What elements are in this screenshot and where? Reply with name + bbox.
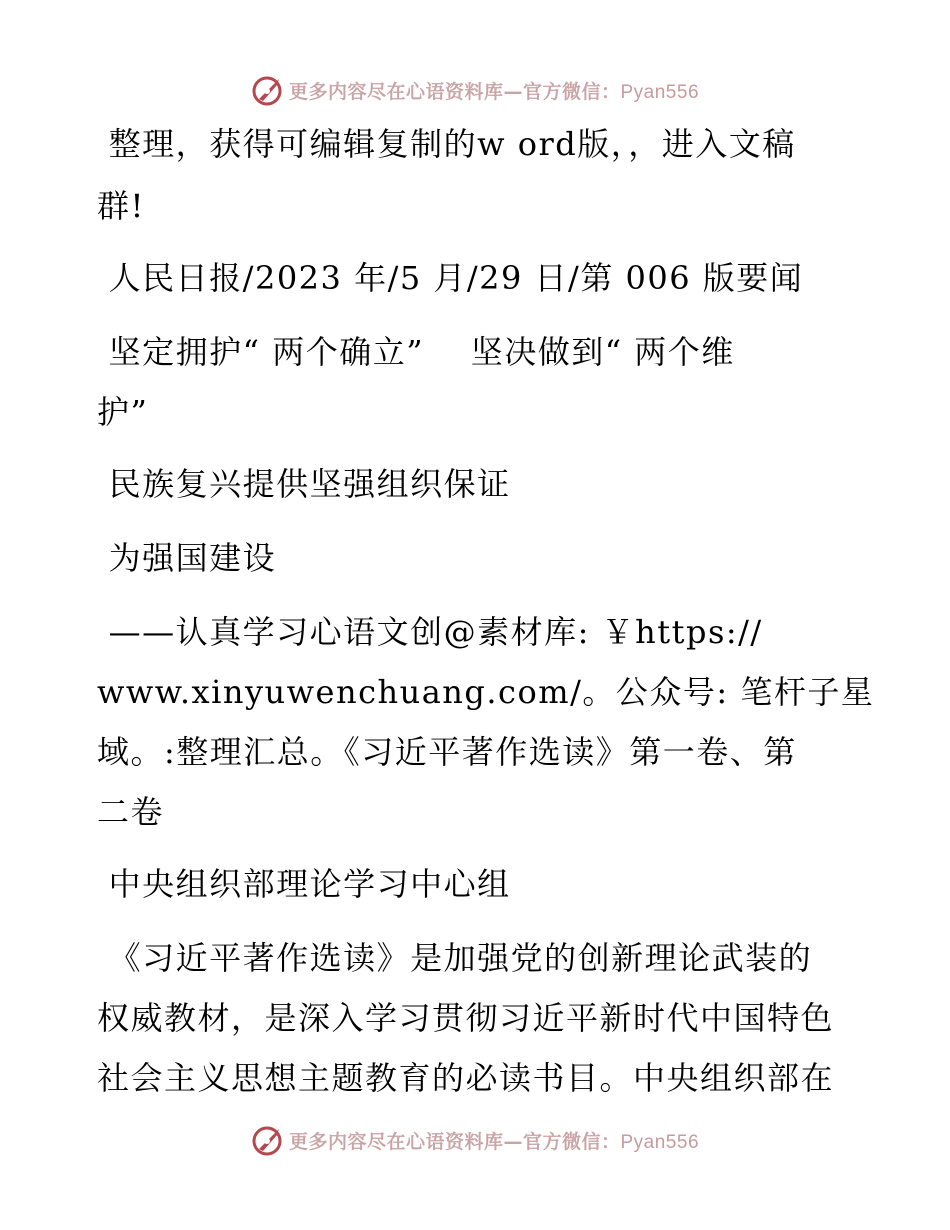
body-line: 人民日报/2023 年/5 月/29 日/第 006 版要闻 <box>97 259 804 297</box>
body-line: 二卷 <box>97 793 165 831</box>
pen-logo-icon <box>251 73 285 107</box>
footer-watermark-text: 更多内容尽在心语资料库—官方微信：Pyan556 <box>288 1130 700 1153</box>
body-line: 整理，获得可编辑复制的w ord版，，进入文稿 <box>97 125 796 163</box>
footer-watermark-brand: Pyan556 <box>620 1131 700 1153</box>
body-line: 为强国建设 <box>97 539 277 577</box>
body-line: 坚定拥护“ 两个确立” 坚决做到“ 两个维 <box>97 333 735 371</box>
header-watermark-banner <box>0 70 950 110</box>
header-watermark-text: 更多内容尽在心语资料库—官方微信：Pyan556 <box>288 80 700 103</box>
body-line: www.xinyuwenchuang.com/。公众号: 笔杆子星 <box>97 673 875 711</box>
body-line: 群! <box>97 187 145 225</box>
body-line: ——认真学习心语文创@素材库: ￥https:// <box>97 613 763 651</box>
body-line: 社会主义思想主题教育的必读书目。中央组织部在 <box>97 1059 835 1097</box>
body-line: 权威教材，是深入学习贯彻习近平新时代中国特色 <box>97 999 835 1037</box>
body-line: 《习近平著作选读》是加强党的创新理论武装的 <box>97 939 813 977</box>
body-line: 中央组织部理论学习中心组 <box>97 865 511 903</box>
pen-logo-icon <box>251 1123 285 1157</box>
body-line: 民族复兴提供坚强组织保证 <box>97 465 511 503</box>
body-line: 护” <box>97 393 149 431</box>
body-line: 域。:整理汇总。《习近平著作选读》第一卷、第 <box>97 733 797 771</box>
footer-watermark-banner <box>0 1120 950 1160</box>
header-watermark-brand: Pyan556 <box>620 81 700 103</box>
